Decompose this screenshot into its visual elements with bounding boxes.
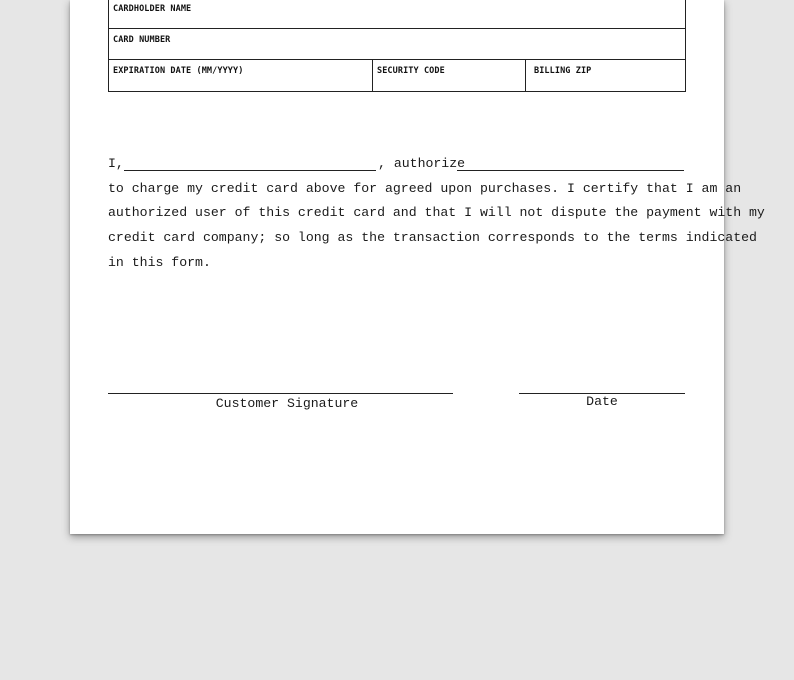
date-label: Date: [586, 394, 618, 409]
form-page: [70, 0, 765, 534]
authorization-prefix: I,: [108, 156, 124, 171]
authorization-line: in this form.: [108, 254, 211, 270]
authorization-first-line: [108, 152, 688, 177]
billing-zip-label: BILLING ZIP: [534, 66, 592, 76]
customer-name-blank[interactable]: [124, 170, 376, 171]
expiration-date-field[interactable]: [109, 60, 372, 91]
billing-zip-field[interactable]: [525, 60, 685, 91]
expiration-date-label: EXPIRATION DATE (MM/YYYY): [113, 66, 244, 76]
cardholder-name-field[interactable]: [109, 0, 685, 28]
card-details-table: [108, 0, 686, 92]
customer-signature-line[interactable]: [108, 393, 453, 394]
authorize-text: , authorize: [378, 156, 466, 171]
card-number-label: CARD NUMBER: [113, 35, 171, 45]
card-number-row: [108, 29, 686, 60]
authorization-statement: [108, 152, 765, 275]
security-code-label: SECURITY CODE: [377, 66, 445, 76]
authorization-line: to charge my credit card above for agreed upon purchases. I certify that I am an: [108, 180, 742, 196]
authorization-line: credit card company; so long as the transaction corresponds to the terms indicated: [108, 230, 757, 246]
customer-signature-label: Customer Signature: [215, 396, 359, 411]
merchant-name-blank[interactable]: [457, 170, 684, 171]
security-code-field[interactable]: [372, 60, 525, 91]
card-number-field[interactable]: [109, 29, 685, 59]
cardholder-name-label: CARDHOLDER NAME: [113, 4, 192, 14]
expiration-row: [108, 60, 686, 92]
authorization-line: authorized user of this credit card and that I will not dispute the payment with my: [108, 205, 765, 221]
cardholder-name-row: [108, 0, 686, 29]
